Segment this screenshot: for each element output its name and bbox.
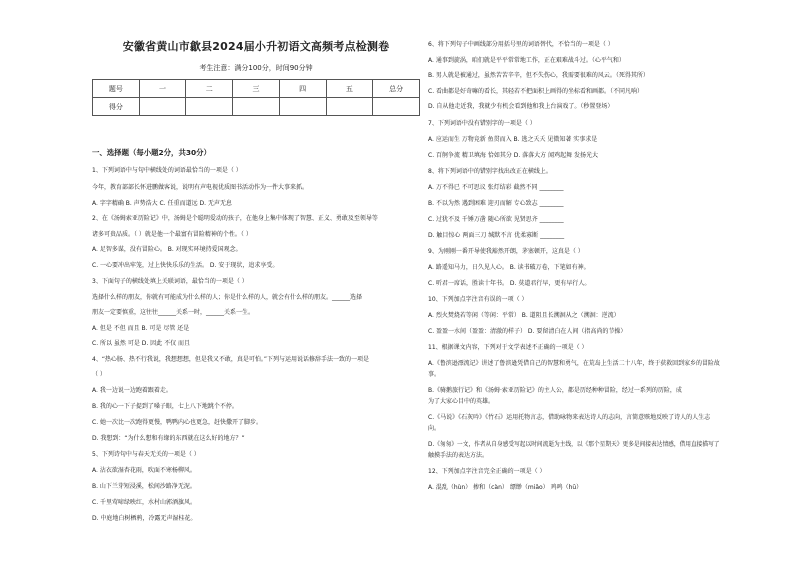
score-table-header-cell: 二	[186, 80, 233, 98]
answer-options-line: C. 所以 虽然 可是 D. 因此 不仅 而且	[92, 340, 190, 347]
answer-options-line: C. 一心要冲出牢笼，过上快快乐乐的生活。 D. 安于现状，追求享受。	[92, 262, 279, 269]
answer-option: D. 中庭地白树栖鸦，冷露无声湿桂花。	[92, 515, 197, 522]
question-line: 7、下列词语中没有错别字的一项是（ ）	[428, 120, 536, 127]
question-line: 选择什么样的朋友，你就有可能成为什么样的人；你是什么样的人，就会有什么样的朋友。______选择	[92, 294, 363, 301]
answer-option: C.《马说》《石灰吟》《竹石》运用托物言志，借助咏物来表达诗人的志向，言简意赅地反映了诗人的人生志	[428, 414, 711, 421]
answer-option: A. 通事到旋涡，咱们就是平平常常地工作，正在艰难战斗过。（心平气和）	[428, 57, 625, 64]
question-line: 朋友一定要慎重，这往往______关系一时，______关系一生。	[92, 309, 255, 316]
score-table-header-cell: 三	[233, 80, 280, 98]
question-line: 10、下列加点字注音有误的一项（ ）	[428, 296, 528, 303]
question-line: 诸多可贵品质。（ ）就是他一个最富有冒险精神的个性。（ ）	[92, 231, 252, 238]
score-cell	[186, 98, 233, 116]
answer-options-line: A. 但是 不但 而且 B. 可是 尽管 还是	[92, 325, 190, 332]
score-row-label: 得分	[93, 98, 140, 116]
answer-options-line: A. 足智多谋，没有冒险心。 B. 对现实环境持爱国观念。	[92, 246, 242, 253]
question-line: 6、将下列句子中画线部分用括号里的词语替代，不恰当的一项是（ ）	[428, 41, 614, 48]
answer-option: D. 自从他走近我，我就少有机会看到他和我上台演戏了。（秒置登场）	[428, 103, 614, 110]
score-cell	[373, 98, 420, 116]
score-table-header-row	[93, 80, 420, 98]
word-row: C. 过犹不及 千锤万凿 随心所欲 见贤思齐 ________	[428, 216, 564, 223]
score-cell	[326, 98, 373, 116]
score-cell	[139, 98, 186, 116]
question-line: 12、下列加点字注音完全正确的一项是（ ）	[428, 468, 546, 475]
word-row: B. 不以为然 遇到困难 迎刃而解 专心致志 ________	[428, 200, 564, 207]
question-line: 9、为刚刚一番开导使我豁然开朗，茅塞顿开，这真是（ ）	[428, 248, 584, 255]
answer-options-line: A. 应运而生 万物竞新 鱼贯而入 B. 逃之夭夭 见微知著 实事求是	[428, 136, 598, 143]
answer-option: C. 她一次比一次跑得更慢，鸭鸭内心也更急，赶快撒开了脚步。	[92, 419, 263, 426]
answer-options-line: A. 烈火焚烧若等闲（等闲：平常） B. 道阻且长溯洄从之（溯洄：逆流）	[428, 312, 620, 319]
score-table-header-cell: 一	[139, 80, 186, 98]
answer-option: B. 山下兰芽短浸溪，松间沙路净无泥。	[92, 483, 196, 490]
question-line: 4、“热心肠、热不行我说，我想想想，但是我又不敢，真是可怕。”下列与运用说话修辞手法一致的一项是	[92, 356, 370, 363]
answer-option: A. 混乱（hùn） 掺和（càn） 缥缈（miǎo） 鸡鸣（hū）	[428, 484, 583, 491]
score-table-header-cell: 总分	[373, 80, 420, 98]
score-cell	[233, 98, 280, 116]
answer-options-line: A. 路遥知马力，日久见人心。 B. 读书破万卷，下笔如有神。	[428, 264, 590, 271]
answer-options-line: C. 盈盈一水间（盈盈：清澈的样子） D. 要留清白在人间（指高尚的节操）	[428, 328, 627, 335]
answer-option: C. 千里莺啼绿映红，水村山郭酒旗风。	[92, 499, 197, 506]
answer-option: A.《鲁滨逊漂流记》讲述了鲁滨逊凭借自己的智慧和勇气，在荒岛上生活二十八年，终于获救回到家乡的冒险故	[428, 360, 720, 367]
question-line: 5、下列诗句中与春天无关的一项是（ ）	[92, 451, 200, 458]
answer-option: 触摸手法的表达方法。	[428, 452, 489, 459]
exam-notice: 考生注意：满分100分，时间90分钟	[199, 64, 313, 72]
answer-option: B.《骑鹅旅行记》和《汤姆·索亚历险记》的主人公，都是历经种种冒险，经过一系列的历险，成	[428, 387, 682, 394]
answer-option: A. 我一边说一边跑着跟着走。	[92, 387, 172, 394]
answer-options-line: A. 字字精确 B. 声势浩大 C. 任重而道远 D. 无声无息	[92, 200, 232, 207]
score-table-header-cell: 五	[326, 80, 373, 98]
score-table	[92, 79, 420, 116]
answer-option: B. 男人就是被通过，虽然苦苦辛辛，但不失伤心，我需要很难的风云。（死得其所）	[428, 72, 649, 79]
question-line: 8、将下列词语中的错别字找出改正在横线上。	[428, 168, 552, 175]
answer-option: 向。	[428, 425, 441, 432]
answer-option: B. 我的心一下子提到了嗓子眼，七上八下地跳个不停。	[92, 403, 238, 410]
page-title: 安徽省黄山市歙县2024届小升初语文高频考点检测卷	[122, 40, 390, 53]
question-line: 3、下面句子的横线处填上关联词语，最恰当的一项是（ ）	[92, 278, 248, 285]
question-line: 11、根据课文内容，下列对于文学表述不正确的一项是（ ）	[428, 344, 588, 351]
score-table-header-cell: 四	[279, 80, 326, 98]
score-table-header-cell: 题号	[93, 80, 140, 98]
score-cell	[279, 98, 326, 116]
answer-option: D. 我想到：“为什么想和有缘的东西就在这么好的地方？”	[92, 435, 245, 442]
question-line: 1、下列词语中与句中横线处的词语最恰当的一项是（ ）	[92, 167, 242, 174]
word-row: A. 万不得已 不可思议 张灯结彩 截然不同 ________	[428, 184, 564, 191]
answer-options-line: C. 听君一席话，胜读十年书。 D. 莫道君行早，更有早行人。	[428, 280, 591, 287]
answer-option: 事。	[428, 371, 441, 378]
score-table-score-row	[93, 98, 420, 116]
answer-option: A. 沾衣欲湿杏花雨，吹面不寒杨柳风。	[92, 467, 196, 474]
answer-option: D.《匆匆》一文，作者从自身感受写起以时间流逝为主线，以《那个星期天》更多是间接表达情感，借用直接描写了	[428, 441, 720, 448]
question-line: 2、在《汤姆索亚历险记》中，汤姆是个聪明爱动的孩子，在他身上集中体现了智慧、正义、勇敢及至领导等	[92, 215, 378, 222]
answer-options-line: C. 百舸争流 精卫填海 恰如其分 D. 落落大方 闻鸡起舞 发扬光大	[428, 152, 598, 159]
section-heading-choice: 一、选择题（每小题2分，共30分）	[92, 148, 211, 157]
word-row: D. 触目惊心 两面三刀 缄默不言 优柔寡断 ________	[428, 232, 565, 239]
answer-option: C. 看曲都是好奇嘛的看长，其轻若不把面积上画得的坐标看和画都。（不同凡响）	[428, 88, 644, 95]
question-line: （ ）	[92, 371, 106, 378]
answer-option: 为了大家心目中的英雄。	[428, 398, 495, 405]
question-line: 今年，教育部部长怀进鹏做客说，说明有声电视优质图书活动作为一件大事来抓。	[92, 184, 309, 191]
